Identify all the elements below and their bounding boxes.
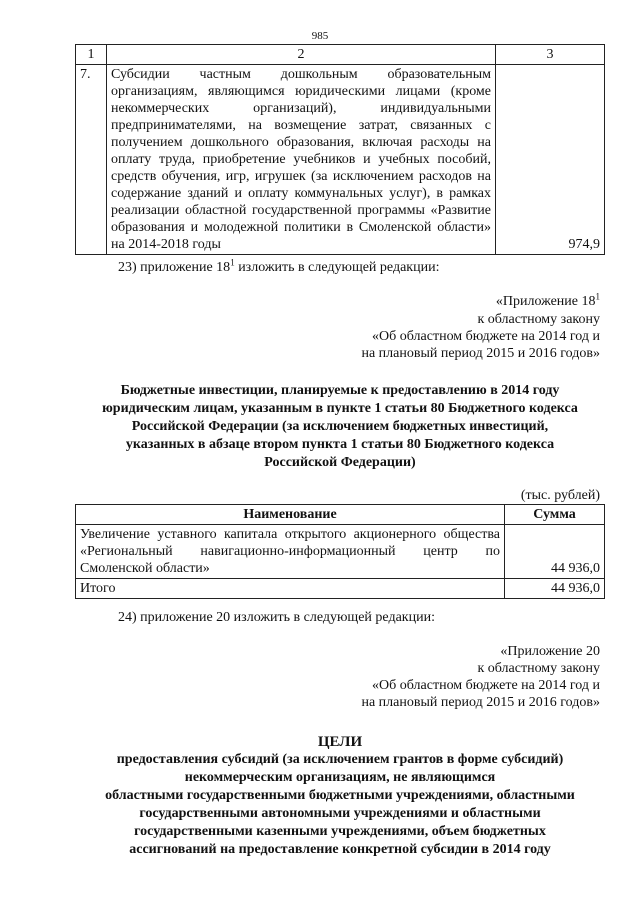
row-name: Увеличение уставного капитала открытого акционерного общества «Региональный навигационно-информационный центр по Смоленской области» bbox=[76, 525, 505, 579]
table-header-row bbox=[76, 45, 605, 65]
heading-line: юридическим лицам, указанным в пункте 1 статьи 80 Бюджетного кодекса bbox=[102, 401, 578, 416]
row-value: 44 936,0 bbox=[505, 579, 605, 599]
annex-18-line: «Об областном бюджете на 2014 год и bbox=[372, 329, 600, 344]
heading-line: некоммерческим организациям, не являющимся bbox=[184, 770, 496, 785]
annex-20-line: на плановый период 2015 и 2016 годов» bbox=[361, 695, 600, 710]
table-row bbox=[76, 525, 605, 579]
annex-20-line: к областному закону bbox=[477, 661, 600, 676]
table-row-total bbox=[76, 579, 605, 599]
item-23 bbox=[118, 259, 439, 276]
item-23-text-rest: изложить в следующей редакции: bbox=[234, 260, 440, 275]
superscript: 1 bbox=[595, 291, 600, 302]
annex-18-block bbox=[260, 293, 600, 362]
annex-18-line: на плановый период 2015 и 2016 годов» bbox=[361, 346, 600, 361]
row-description: Субсидии частным дошкольным образовательным организациям, являющимся юридическими лицами (кроме некоммерческих организаций), индивидуальными предпринимателями, на возмещение затрат, связанных с получением дошкольного образования, включая расходы на оплату труда, приобретение учебников и учебных пособий, средств обучения, игр, игрушек (за исключением расходов на содержание зданий и оплату коммунальных услуг), в рамках реализации областной государственной программы «Развитие образования и молодежной политики в Смоленской области» на 2014-2018 годы bbox=[107, 65, 496, 255]
annex-18-title bbox=[260, 293, 600, 310]
column-header: Сумма bbox=[505, 505, 605, 525]
row-name: Итого bbox=[76, 579, 505, 599]
units-label: (тыс. рублей) bbox=[520, 488, 600, 503]
item-24: 24) приложение 20 изложить в следующей редакции: bbox=[118, 610, 435, 625]
annex-18-line: к областному закону bbox=[477, 312, 600, 327]
annex-20-title: «Приложение 20 bbox=[500, 644, 600, 659]
table-row bbox=[76, 65, 605, 255]
heading-line: областными государственными бюджетными учреждениями, областными bbox=[105, 788, 575, 803]
column-header: 3 bbox=[496, 45, 605, 65]
annex-18-title-text: «Приложение 18 bbox=[495, 294, 596, 309]
column-header: 2 bbox=[107, 45, 496, 65]
table-header-row bbox=[76, 505, 605, 525]
annex-20-line: «Об областном бюджете на 2014 год и bbox=[372, 678, 600, 693]
heading-line: Российской Федерации) bbox=[264, 455, 416, 470]
page-number: 985 bbox=[311, 30, 329, 42]
column-header: Наименование bbox=[76, 505, 505, 525]
row-number: 7. bbox=[76, 65, 107, 255]
goals-heading bbox=[60, 733, 620, 859]
subsidy-table bbox=[75, 44, 605, 255]
goals-title: ЦЕЛИ bbox=[317, 734, 363, 750]
heading-line: ассигнований на предоставление конкретной субсидии в 2014 году bbox=[129, 842, 551, 857]
annex-20-block bbox=[260, 643, 600, 711]
superscript: 1 bbox=[230, 257, 235, 268]
heading-line: указанных в абзаце втором пункта 1 статьи 80 Бюджетного кодекса bbox=[125, 437, 555, 452]
heading-line: государственными автономными учреждениями и областными bbox=[139, 806, 541, 821]
heading-line: Российской Федерации (за исключением бюджетных инвестиций, bbox=[131, 419, 549, 434]
heading-line: предоставления субсидий (за исключением грантов в форме субсидий) bbox=[116, 752, 564, 767]
investment-table bbox=[75, 504, 605, 599]
column-header: 1 bbox=[76, 45, 107, 65]
row-value: 974,9 bbox=[496, 65, 605, 255]
heading-line: Бюджетные инвестиции, планируемые к предоставлению в 2014 году bbox=[120, 383, 560, 398]
investment-heading bbox=[60, 382, 620, 472]
heading-line: государственными казенными учреждениями, объем бюджетных bbox=[134, 824, 546, 839]
item-23-text: 23) приложение 18 bbox=[118, 260, 231, 275]
row-value: 44 936,0 bbox=[505, 525, 605, 579]
